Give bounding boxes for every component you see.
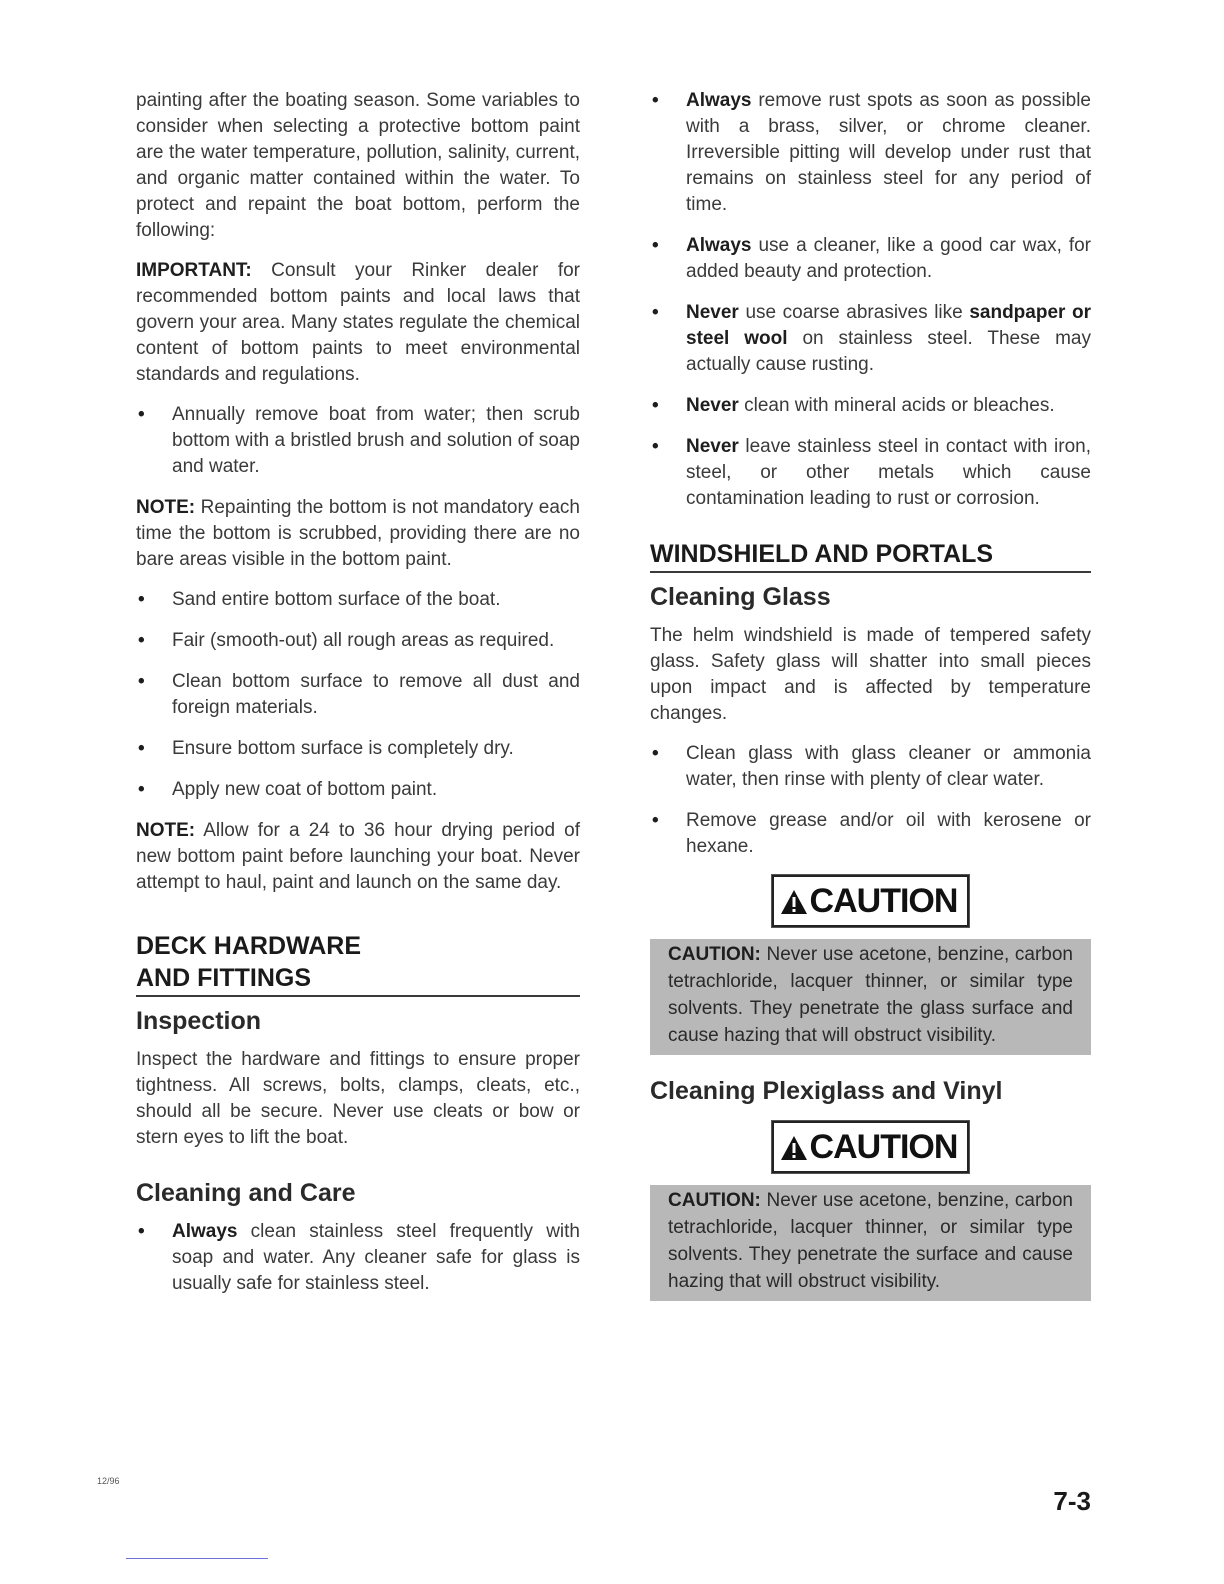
important-text: Consult your Rinker dealer for recommended bottom paints and local laws that govern your area. Many states regulate the chemical content of bottom paints to meet environmental standards and regulations.: [136, 260, 581, 385]
bullet-icon: •: [652, 436, 659, 457]
list-item-bold: Always: [686, 90, 752, 111]
heading-line: AND FITTINGS: [136, 964, 311, 992]
list-item: [136, 1219, 580, 1297]
list-item: [650, 393, 1091, 419]
subheading-cleaning-care: Cleaning and Care: [136, 1179, 356, 1207]
list-item: [650, 233, 1091, 285]
caution-box-2: [650, 1185, 1091, 1301]
bullet-icon: •: [138, 671, 145, 692]
left-column: [136, 88, 580, 1312]
bullet-icon: •: [652, 743, 659, 764]
caution-box-text: Never use acetone, benzine, carbon tetrachloride, lacquer thinner, or similar type solvents. They penetrate the surface and cause hazing that will obstruct visibility.: [668, 1190, 1073, 1292]
bullet-icon: •: [138, 630, 145, 651]
footer-date: 12/96: [97, 1476, 120, 1486]
list-item-text: on stainless steel. These may actually cause rusting.: [686, 328, 1091, 375]
heading-line: DECK HARDWARE: [136, 932, 361, 960]
note-label: NOTE:: [136, 497, 196, 518]
inspection-paragraph: Inspect the hardware and fittings to ensure proper tightness. All screws, bolts, clamps, cleats, etc., should all be secure. Never use cleats or bow or stern eyes to lift the boat.: [136, 1049, 580, 1148]
bullet-icon: •: [652, 235, 659, 256]
note-text: Allow for a 24 to 36 hour drying period of new bottom paint before launching your boat. Never attempt to haul, paint and launch on the same day.: [136, 820, 580, 893]
subheading-inspection: Inspection: [136, 1007, 262, 1035]
list-item-bold: Never: [686, 436, 739, 457]
list-item-bold: Never: [686, 395, 739, 416]
bottom-rule: [126, 1558, 268, 1559]
caution-label-2: [650, 1121, 1091, 1173]
bullet-icon: •: [138, 589, 145, 610]
caution-label-1: [650, 875, 1091, 927]
list-item: [136, 628, 580, 654]
note-paragraph-1: [136, 495, 580, 573]
list-item: [136, 402, 580, 480]
note-paragraph-2: [136, 818, 580, 896]
list-item: [136, 777, 580, 803]
list-item-text: clean with mineral acids or bleaches.: [744, 395, 1055, 416]
list-item-text: use coarse abrasives like: [745, 302, 963, 323]
note-text: Repainting the bottom is not mandatory each time the bottom is scrubbed, providing there are no bare areas visible in the bottom paint.: [136, 497, 580, 570]
list-item-bold: Always: [686, 235, 752, 256]
important-paragraph: [136, 258, 580, 388]
warning-triangle-icon: [780, 889, 808, 915]
bullet-icon: •: [138, 738, 145, 759]
bullet-icon: •: [138, 1221, 145, 1242]
list-item-bold: Never: [686, 302, 739, 323]
list-item: [136, 669, 580, 721]
list-item-text: Sand entire bottom surface of the boat.: [172, 589, 501, 610]
list-item-text: Clean bottom surface to remove all dust and foreign materials.: [172, 671, 580, 718]
caution-badge: [772, 1121, 970, 1173]
list-item-text: Fair (smooth-out) all rough areas as required.: [172, 630, 555, 651]
list-item-text: leave stainless steel in contact with iron, steel, or other metals which cause contamination leading to rust or corrosion.: [686, 436, 1091, 509]
bullet-icon: •: [652, 90, 659, 111]
bullet-list-care: [136, 1219, 580, 1297]
section-heading-deck-hardware: [136, 930, 580, 997]
bullet-icon: •: [652, 302, 659, 323]
list-item: [650, 88, 1091, 218]
list-item-text: Apply new coat of bottom paint.: [172, 779, 438, 800]
list-item: [136, 736, 580, 762]
list-item: [136, 587, 580, 613]
note-label: NOTE:: [136, 820, 196, 841]
right-column: [650, 88, 1091, 1301]
warning-triangle-icon: [780, 1135, 808, 1161]
intro-paragraph: painting after the boating season. Some variables to consider when selecting a protective bottom paint are the water temperature, pollution, salinity, current, and organic matter contained within the water. To protect and repaint the boat bottom, perform the following:: [136, 90, 580, 241]
bullet-list-repaint: [136, 587, 580, 803]
glass-paragraph: The helm windshield is made of tempered safety glass. Safety glass will shatter into small pieces upon impact and is affected by temperature changes.: [650, 625, 1091, 724]
section-heading-windshield: WINDSHIELD AND PORTALS: [650, 538, 1091, 573]
list-item: [650, 434, 1091, 512]
bullet-icon: •: [652, 395, 659, 416]
bullet-icon: •: [652, 810, 659, 831]
caution-word: CAUTION: [809, 1128, 958, 1166]
subheading-plexiglass: Cleaning Plexiglass and Vinyl: [650, 1077, 1003, 1105]
list-item-bold: sandpaper or steel wool: [686, 302, 1092, 349]
bullet-icon: •: [138, 404, 145, 425]
page-number: 7-3: [1053, 1486, 1091, 1516]
caution-box-text: Never use acetone, benzine, carbon tetrachloride, lacquer thinner, or similar type solvents. They penetrate the glass surface and cause hazing that will obstruct visibility.: [668, 944, 1073, 1046]
list-item-text: Clean glass with glass cleaner or ammonia water, then rinse with plenty of clear water.: [686, 743, 1091, 790]
list-item-text: Remove grease and/or oil with kerosene or hexane.: [686, 810, 1091, 857]
list-item-text: clean stainless steel frequently with soap and water. Any cleaner safe for glass is usually safe for stainless steel.: [172, 1221, 581, 1294]
list-item-text: Ensure bottom surface is completely dry.: [172, 738, 514, 759]
list-item: [650, 808, 1091, 860]
bullet-list-scrub: [136, 402, 580, 480]
list-item: [650, 300, 1091, 378]
caution-box-1: [650, 939, 1091, 1055]
bullet-list-stainless: [650, 88, 1091, 512]
bullet-list-glass: [650, 741, 1091, 860]
caution-badge: [772, 875, 970, 927]
caution-box-label: CAUTION:: [668, 1190, 761, 1211]
list-item-text: use a cleaner, like a good car wax, for added beauty and protection.: [686, 235, 1091, 282]
bullet-icon: •: [138, 779, 145, 800]
caution-box-label: CAUTION:: [668, 944, 761, 965]
important-label: IMPORTANT:: [136, 260, 252, 281]
list-item-text: Annually remove boat from water; then scrub bottom with a bristled brush and solution of soap and water.: [172, 404, 580, 477]
list-item-bold: Always: [172, 1221, 238, 1242]
list-item: [650, 741, 1091, 793]
caution-word: CAUTION: [809, 882, 958, 920]
subheading-cleaning-glass: Cleaning Glass: [650, 583, 831, 611]
list-item-text: remove rust spots as soon as possible with a brass, silver, or chrome cleaner. Irreversible pitting will develop under rust that remains on stainless steel for any period of time.: [686, 90, 1091, 215]
